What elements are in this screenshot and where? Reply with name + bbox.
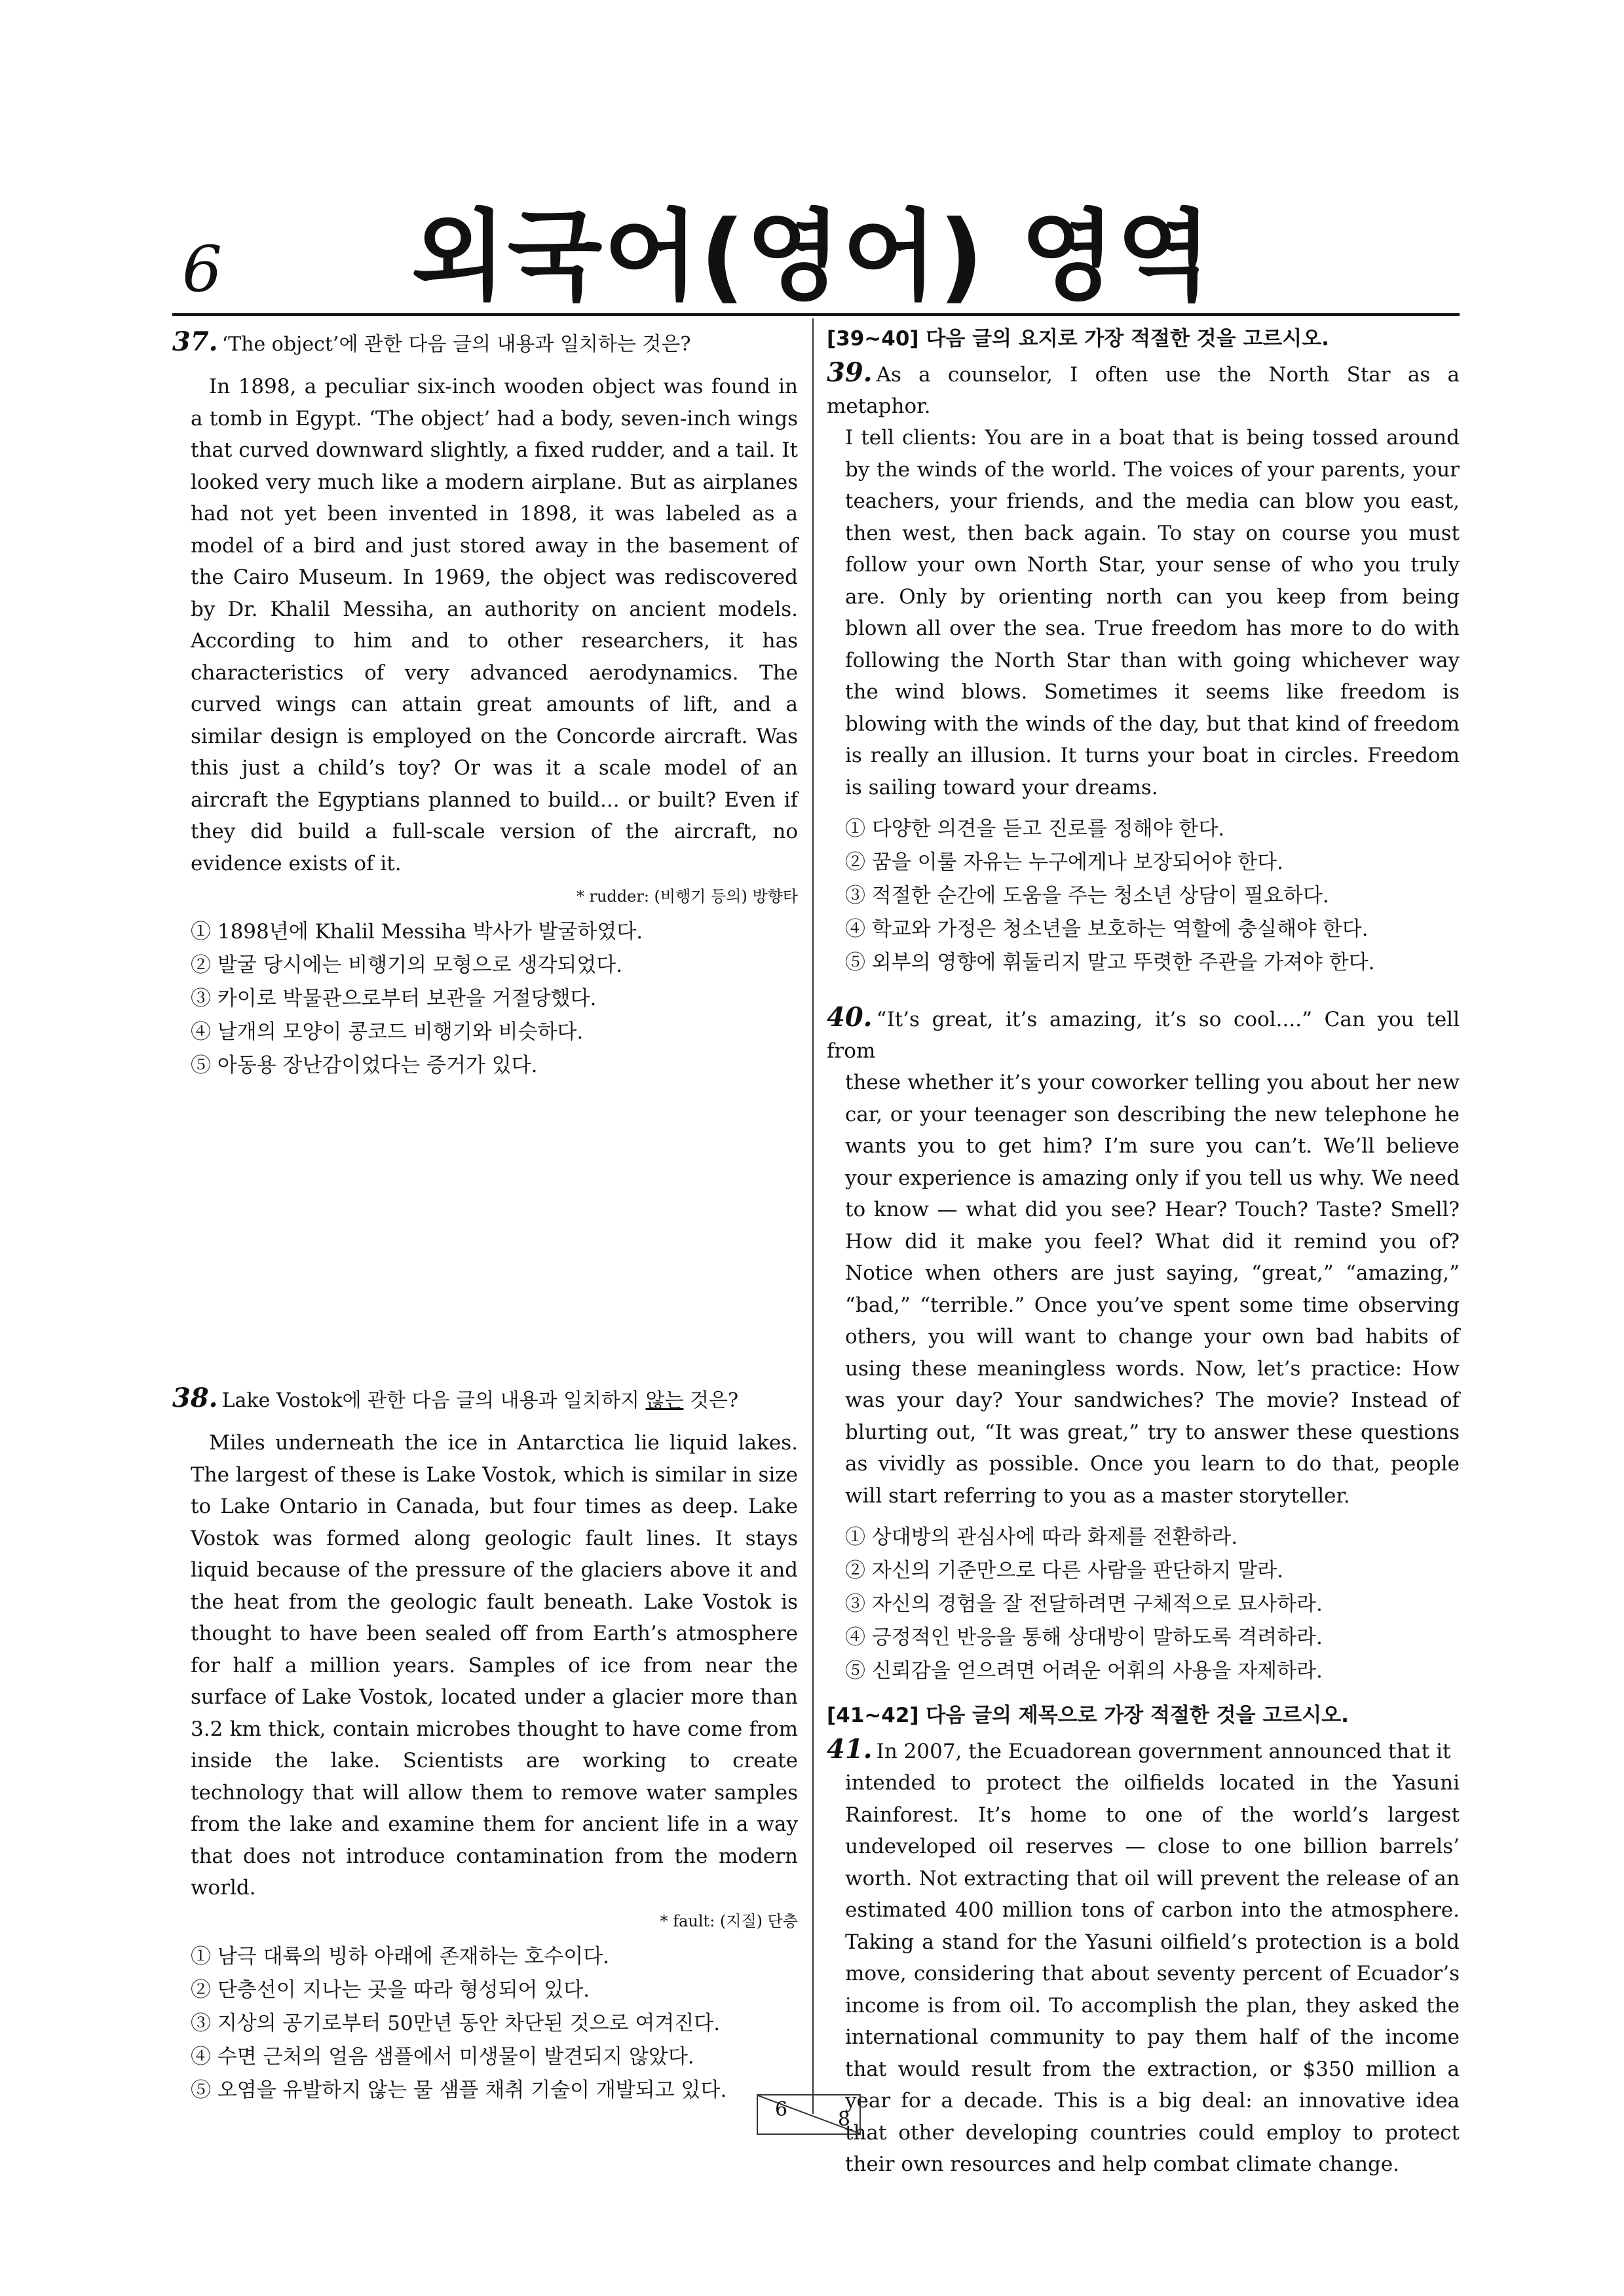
question-39-number: 39. bbox=[827, 357, 873, 388]
option-item[interactable]: ③ 자신의 경험을 잘 전달하려면 구체적으로 묘사하라. bbox=[845, 1592, 1323, 1616]
section-heading-41-42: [41~42] 다음 글의 제목으로 가장 적절한 것을 고르시오. bbox=[827, 1704, 1349, 1727]
question-41-first-line: 41. In 2007, the Ecuadorean government announced that it bbox=[827, 1734, 1451, 1765]
section-heading-39-40: [39~40] 다음 글의 요지로 가장 적절한 것을 고르시오. bbox=[827, 327, 1329, 351]
left-column bbox=[172, 328, 798, 1082]
option-item[interactable]: ⑤ 아동용 장난감이었다는 증거가 있다. bbox=[191, 1054, 538, 1077]
option-item[interactable]: ③ 카이로 박물관으로부터 보관을 거절당했다. bbox=[191, 987, 597, 1010]
option-item[interactable]: ① 남극 대륙의 빙하 아래에 존재하는 호수이다. bbox=[191, 1944, 610, 1968]
option-item[interactable]: ① 다양한 의견을 듣고 진로를 정해야 한다. bbox=[845, 817, 1225, 841]
header-rule bbox=[172, 313, 1460, 316]
page-title: 외국어(영어) 영역 bbox=[411, 200, 1213, 314]
option-item[interactable]: ④ 수면 근처의 얼음 샘플에서 미생물이 발견되지 않았다. bbox=[191, 2044, 694, 2069]
option-item[interactable]: ① 상대방의 관심사에 따라 화제를 전환하라. bbox=[845, 1525, 1238, 1549]
question-41-passage: intended to protect the oilfields located in the Yasuni Rainforest. It’s home to one of the world’s largest undeveloped oil reserves — close to one billion barrels’ worth. Not extracting that oil will prevent the release of an estimated 400 million tons of carbon into the atmosphere. Taking a stand for the Yasuni oilfield’s protection is a bold move, considering that about seventy percent of Ecuador’s income is from oil. To accomplish the plan, they asked the international community to pay them half of the income that would result from the extraction, or $350 million a year for a decade. This is a big deal: an innovative idea that other developing countries could employ to protect their own resources and help combat climate change. bbox=[845, 1771, 1460, 2176]
question-37-prompt: 37. ‘The object’에 관한 다음 글의 내용과 일치하는 것은? bbox=[172, 326, 691, 357]
option-item[interactable]: ③ 지상의 공기로부터 50만년 동안 차단된 것으로 여겨진다. bbox=[191, 2011, 721, 2035]
question-41 bbox=[827, 1734, 1460, 2181]
option-item[interactable]: ④ 학교와 가정은 청소년을 보호하는 역할에 충실해야 한다. bbox=[845, 917, 1369, 941]
question-37-options bbox=[191, 915, 798, 1082]
page-number: 6 bbox=[182, 233, 223, 306]
question-38-footnote: * fault: (지질) 단층 bbox=[660, 1911, 798, 1930]
question-38-number: 38. bbox=[172, 1383, 218, 1413]
question-38-prompt: 38. Lake Vostok에 관한 다음 글의 내용과 일치하지 않는 것은? bbox=[172, 1383, 739, 1413]
option-item[interactable]: ⑤ 외부의 영향에 휘둘리지 말고 뚜렷한 주관을 가져야 한다. bbox=[845, 951, 1375, 974]
question-37-footnote: * rudder: (비행기 등의) 방향타 bbox=[576, 887, 798, 906]
column-divider bbox=[812, 318, 814, 2114]
option-item[interactable]: ② 단층선이 지나는 곳을 따라 형성되어 있다. bbox=[191, 1978, 590, 2002]
option-item[interactable]: ① 1898년에 Khalil Messiha 박사가 발굴하였다. bbox=[191, 920, 643, 944]
question-38 bbox=[172, 1384, 798, 2107]
question-40-options bbox=[845, 1521, 1460, 1688]
option-item[interactable]: ⑤ 신뢰감을 얻으려면 어려운 어휘의 사용을 자제하라. bbox=[845, 1659, 1323, 1683]
question-39 bbox=[827, 357, 1460, 980]
page-counter-total: 8 bbox=[837, 2108, 850, 2131]
question-37-passage: In 1898, a peculiar six-inch wooden object was found in a tomb in Egypt. ‘The object’ had a body, seven-inch wings that curved downward slightly, a fixed rudder, and a tail. It looked very much like a modern airplane. But as airplanes had not yet been invented in 1898, it was labeled as a model of a bird and just stored away in the basement of the Cairo Museum. In 1969, the object was rediscovered by Dr. Khalil Messiha, an authority on ancient models. According to him and to other researchers, it has characteristics of very advanced aerodynamics. The curved wings can attain great amounts of lift, and a similar design is employed on the Concorde aircraft. Was this just a child’s toy? Or was it a scale model of an aircraft the Egyptians planned to build... or built? Even if they did build a full-scale version of the aircraft, no evidence exists of it. bbox=[191, 375, 798, 875]
question-40-passage: these whether it’s your coworker telling you about her new car, or your teenager son describing the new telephone he wants you to get him? I’m sure you can’t. We’ll believe your experience is amazing only if you tell us why. We need to know — what did you see? Hear? Touch? Taste? Smell? How did it make you feel? What did it remind you of? Notice when others are just saying, “great,” “amazing,” “bad,” “terrible.” Once you’ve spent some time observing others, you will want to change your own bad habits of using these meaningless words. Now, let’s practice: How was your day? Your sandwiches? The movie? Instead of blurting out, “It was great,” try to answer these questions as vividly as possible. Once you learn to do that, people will start referring to you as a master storyteller. bbox=[845, 1071, 1460, 1508]
question-38-options bbox=[191, 1940, 798, 2107]
question-40-first-line: 40. “It’s great, it’s amazing, it’s so cool....” Can you tell from bbox=[827, 1002, 1460, 1063]
question-40-number: 40. bbox=[827, 1002, 873, 1033]
left-column-lower bbox=[172, 1384, 798, 2107]
question-41-number: 41. bbox=[827, 1734, 873, 1765]
question-40 bbox=[827, 1002, 1460, 1688]
question-39-first-line: 39. As a counselor, I often use the North Star as a metaphor. bbox=[827, 357, 1460, 418]
page-counter-current: 6 bbox=[775, 2098, 788, 2121]
question-39-options bbox=[845, 813, 1460, 980]
option-item[interactable]: ⑤ 오염을 유발하지 않는 물 샘플 채취 기술이 개발되고 있다. bbox=[191, 2078, 727, 2102]
page-counter bbox=[757, 2094, 861, 2135]
question-37 bbox=[172, 328, 798, 1082]
option-item[interactable]: ④ 날개의 모양이 콩코드 비행기와 비슷하다. bbox=[191, 1020, 584, 1044]
option-item[interactable]: ② 자신의 기준만으로 다른 사람을 판단하지 말라. bbox=[845, 1559, 1283, 1582]
option-item[interactable]: ④ 긍정적인 반응을 통해 상대방이 말하도록 격려하라. bbox=[845, 1626, 1323, 1649]
right-column bbox=[827, 324, 1460, 2181]
question-37-number: 37. bbox=[172, 326, 218, 357]
option-item[interactable]: ③ 적절한 순간에 도움을 주는 청소년 상담이 필요하다. bbox=[845, 884, 1329, 908]
option-item[interactable]: ② 발굴 당시에는 비행기의 모형으로 생각되었다. bbox=[191, 953, 623, 977]
question-38-passage: Miles underneath the ice in Antarctica lie liquid lakes. The largest of these is Lake Vostok, which is similar in size to Lake Ontario in Canada, but four times as deep. Lake Vostok was formed along geologic fault lines. It stays liquid because of the pressure of the glaciers above it and the heat from the geologic fault beneath. Lake Vostok is thought to have been sealed off from Earth’s atmosphere for half a million years. Samples of ice from near the surface of Lake Vostok, located under a glacier more than 3.2 km thick, contain microbes thought to have come from inside the lake. Scientists are working to create technology that will allow them to remove water samples from the lake and examine them for ancient life in a way that does not introduce contamination from the modern world. bbox=[191, 1431, 798, 1900]
option-item[interactable]: ② 꿈을 이룰 자유는 누구에게나 보장되어야 한다. bbox=[845, 851, 1283, 874]
question-39-passage: I tell clients: You are in a boat that is being tossed around by the winds of the world. The voices of your parents, your teachers, your friends, and the media can blow you east, then west, then back again. To stay on course you must follow your own North Star, your sense of who you truly are. Only by orienting north can you keep from being blown all over the sea. True freedom has more to do with following the North Star than with going whichever way the wind blows. Sometimes it seems like freedom is blowing with the winds of the day, but that kind of freedom is really an illusion. It turns your boat in circles. Freedom is sailing toward your dreams. bbox=[845, 426, 1460, 799]
